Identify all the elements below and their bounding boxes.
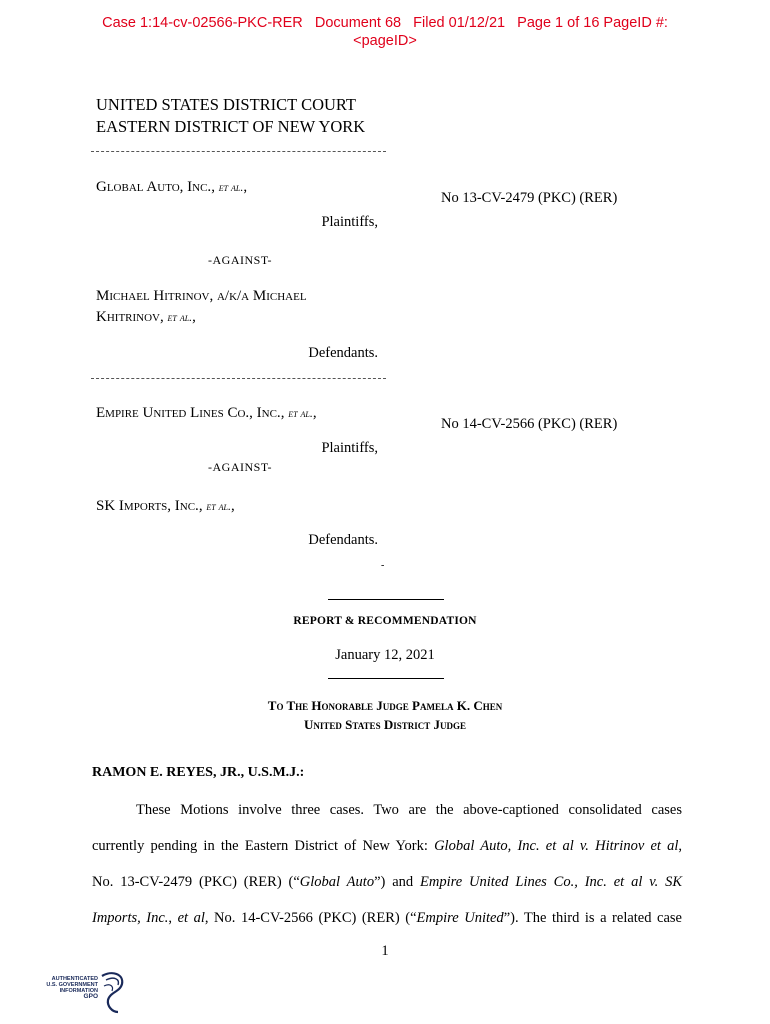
case2-against: -AGAINST-	[208, 460, 273, 474]
short-cite-empire-united: Empire United	[416, 910, 504, 926]
case2-defendant: SK Imports, Inc., et al.,	[96, 498, 235, 514]
case2-plaintiff-name: Empire United Lines Co., Inc.	[96, 405, 281, 421]
addressee-line2: United States District Judge	[304, 717, 466, 732]
page-number: 1	[381, 943, 389, 959]
gpo-line3: INFORMATION	[59, 988, 98, 994]
case-separator	[91, 378, 386, 379]
case-cite-empire-united: Empire United Lines Co., Inc. et al v. SK	[420, 874, 682, 890]
case2-plaintiff: Empire United Lines Co., Inc., et al.,	[96, 405, 317, 421]
body-text-3a: No. 13-CV-2479 (PKC) (RER) (“	[92, 874, 300, 890]
eagle-icon	[98, 970, 128, 1015]
case1-defendant-line1: Michael Hitrinov, a/k/a Michael	[96, 288, 307, 304]
case2-defendant-role: Defendants.	[308, 532, 378, 548]
stray-mark: -	[381, 560, 385, 571]
case2-plaintiff-role: Plaintiffs,	[321, 440, 378, 456]
case1-plaintiff-role: Plaintiffs,	[321, 214, 378, 230]
ecf-header-line2: <pageID>	[353, 33, 417, 49]
gpo-authentication-logo	[40, 970, 130, 1015]
gpo-line1: AUTHENTICATED	[51, 976, 98, 982]
gpo-line2: U.S. GOVERNMENT	[46, 982, 98, 988]
body-line-1	[92, 792, 682, 828]
ecf-header	[0, 14, 770, 50]
case2-docket: No 14-CV-2566 (PKC) (RER)	[441, 416, 618, 432]
case2-defendant-etal: et al.	[206, 499, 231, 513]
body-line-4	[92, 900, 682, 936]
court-name	[96, 94, 365, 138]
body-text-4b: ,	[168, 910, 178, 926]
case1-defendant: Michael Hitrinov, a/k/a Michael Khitrinov, et al.,	[96, 288, 307, 325]
report-date: January 12, 2021	[335, 647, 435, 663]
body-line-2	[92, 828, 682, 864]
case1-plaintiff: Global Auto, Inc., et al.,	[96, 179, 248, 195]
ecf-header-line1: Case 1:14-cv-02566-PKC-RER Document 68 Filed 01/12/21 Page 1 of 16 PageID #:	[102, 15, 668, 31]
case1-against: -AGAINST-	[208, 253, 273, 267]
addressee	[0, 696, 770, 734]
body-text-4d: , No. 14-CV-2566 (PKC) (RER) (“	[204, 910, 417, 926]
gpo-mark: GPO	[83, 993, 98, 1000]
body-paragraph	[92, 792, 682, 936]
caption-separator	[91, 151, 386, 152]
report-heading: REPORT & RECOMMENDATION	[293, 615, 477, 627]
court-line1: UNITED STATES DISTRICT COURT	[96, 95, 357, 114]
case1-defendant-role: Defendants.	[308, 345, 378, 361]
body-text-4c-etal: et al	[177, 910, 205, 926]
body-text-3c: ”) and	[374, 874, 421, 890]
case1-plaintiff-etal: et al.	[218, 180, 244, 194]
body-text-1: These Motions involve three cases. Two are the above-captioned consolidated cases	[136, 802, 682, 818]
court-line2: EASTERN DISTRICT OF NEW YORK	[96, 117, 366, 136]
author-line: RAMON E. REYES, JR., U.S.M.J.:	[92, 765, 305, 780]
title-rule-bottom	[328, 678, 444, 679]
body-text-2a: currently pending in the Eastern District of New York:	[92, 838, 435, 854]
case-cite-sk-imports: Imports, Inc.	[92, 910, 169, 926]
short-cite-global-auto: Global Auto	[299, 874, 375, 890]
gpo-logo-text	[40, 976, 98, 1000]
case2-defendant-name: SK Imports, Inc.	[96, 498, 199, 514]
case1-defendant-etal: et al.	[167, 310, 193, 324]
case-cite-global-auto: Global Auto, Inc. et al v. Hitrinov et al	[434, 838, 679, 854]
case2-plaintiff-etal: et al.	[288, 406, 313, 420]
title-rule-top	[328, 599, 444, 600]
body-text-2c: ,	[678, 838, 683, 854]
body-line-3	[92, 864, 682, 900]
addressee-line1: To The Honorable Judge Pamela K. Chen	[267, 698, 503, 713]
body-text-4f: ”). The third is a related case	[503, 910, 682, 926]
case1-plaintiff-name: Global Auto, Inc.	[96, 179, 212, 195]
case1-defendant-line2: Khitrinov,	[96, 309, 164, 325]
case1-docket: No 13-CV-2479 (PKC) (RER)	[441, 190, 618, 206]
